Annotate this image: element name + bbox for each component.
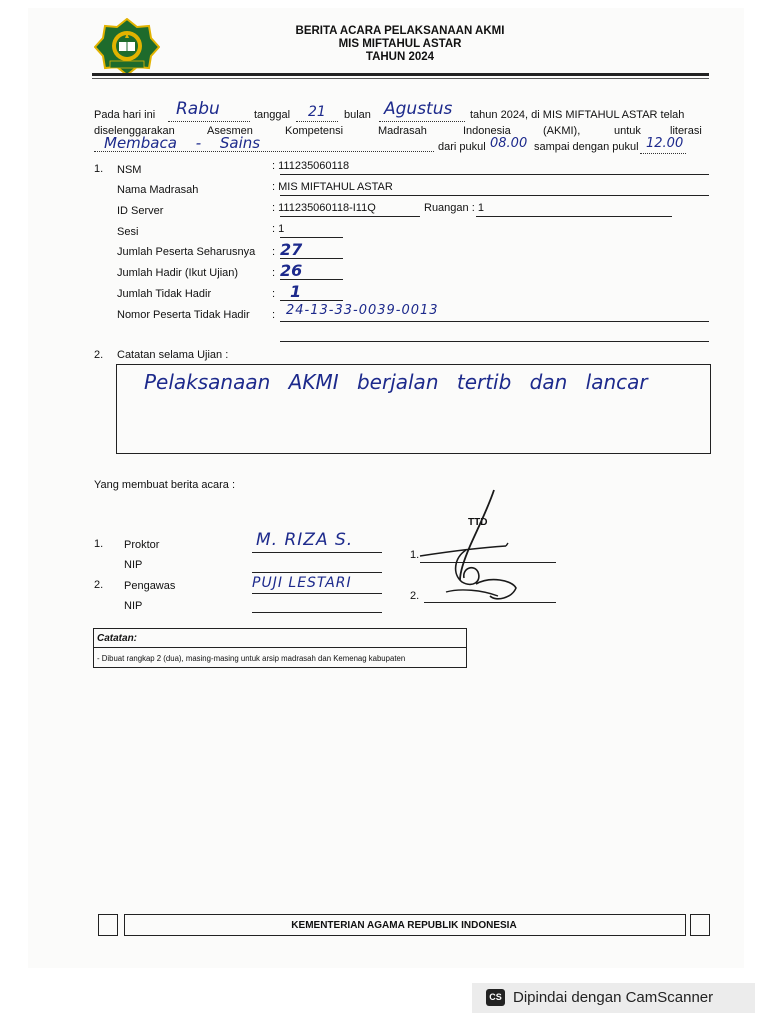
- intro-tahun: tahun 2024, di MIS MIFTAHUL ASTAR telah: [470, 109, 685, 121]
- nama-madrasah-underline: [280, 195, 709, 196]
- doc-title-1: BERITA ACARA PELAKSANAAN AKMI: [295, 25, 505, 37]
- value-sesi: : 1: [272, 223, 285, 235]
- jumlah-hadir-underline: [280, 279, 343, 280]
- footer-right-square: [690, 914, 710, 936]
- hari-dots: [168, 121, 250, 122]
- label-peserta-seharusnya: Jumlah Peserta Seharusnya: [117, 246, 256, 258]
- proktor-nip-label: NIP: [124, 559, 143, 571]
- catatan-text: - Dibuat rangkap 2 (dua), masing-masing untuk arsip madrasah dan Kemenag kabupaten: [97, 654, 406, 663]
- proktor-label: Proktor: [124, 539, 160, 551]
- label-nama-madrasah: Nama Madrasah: [117, 184, 199, 196]
- doc-title-3: TAHUN 2024: [365, 51, 435, 63]
- intro-w2: Asesmen: [207, 125, 253, 137]
- section1-number: 1.: [94, 163, 104, 175]
- intro-w7: untuk: [614, 125, 641, 137]
- intro-pada-hari: Pada hari ini: [94, 109, 156, 121]
- signature-1-number: 1.: [410, 549, 420, 561]
- ttd-label: TTD: [468, 517, 488, 528]
- bulan-value: Agustus: [384, 99, 453, 119]
- intro-dari-pukul: dari pukul: [438, 141, 486, 153]
- nomor-tidak-hadir-underline: [280, 321, 709, 322]
- nomor-tidak-hadir-underline-2: [280, 341, 709, 342]
- pengawas-number: 2.: [94, 579, 104, 591]
- value-tidak-hadir: 1: [290, 282, 302, 301]
- value-nama-madrasah: : MIS MIFTAHUL ASTAR: [272, 181, 393, 193]
- tanggal-dots: [296, 121, 338, 122]
- colon-jumlah-hadir: :: [272, 267, 276, 279]
- literasi-value: Membaca - Sains: [104, 134, 261, 152]
- value-id-server: : 111235060118-I11Q: [272, 202, 376, 214]
- header-rule: [92, 73, 709, 76]
- value-peserta-seharusnya: 27: [280, 240, 303, 259]
- sampai-value: 12.00: [646, 136, 684, 151]
- catatan-ujian-note: Pelaksanaan AKMI berjalan tertib dan lancar: [144, 370, 648, 394]
- proktor-nip-underline: [252, 572, 382, 573]
- label-sesi: Sesi: [117, 226, 139, 238]
- tanggal-value: 21: [308, 104, 326, 120]
- ministry-logo: [94, 18, 160, 76]
- label-nsm: NSM: [117, 164, 142, 176]
- label-id-server: ID Server: [117, 205, 164, 217]
- catatan-divider: [94, 647, 466, 648]
- label-tidak-hadir: Jumlah Tidak Hadir: [117, 288, 212, 300]
- dari-value: 08.00: [490, 136, 528, 151]
- peserta-seharusnya-underline: [280, 258, 343, 259]
- signers-heading: Yang membuat berita acara :: [94, 479, 236, 491]
- section2-label: Catatan selama Ujian :: [117, 349, 229, 361]
- intro-w4: Madrasah: [378, 125, 427, 137]
- intro-w1: diselenggarakan: [94, 125, 175, 137]
- label-nomor-tidak-hadir: Nomor Peserta Tidak Hadir: [117, 309, 250, 321]
- value-jumlah-hadir: 26: [280, 261, 303, 280]
- doc-title-2: MIS MIFTAHUL ASTAR: [338, 38, 462, 50]
- intro-w8: literasi: [670, 125, 702, 137]
- footer-ministry-text: KEMENTERIAN AGAMA REPUBLIK INDONESIA: [291, 920, 517, 931]
- id-server-underline: [280, 216, 420, 217]
- header-rule-thin: [92, 78, 709, 79]
- pengawas-label: Pengawas: [124, 580, 176, 592]
- footer-left-square: [98, 914, 118, 936]
- pengawas-name: PUJI LESTARI: [252, 575, 352, 591]
- colon-nomor-tidak-hadir: :: [272, 309, 276, 321]
- value-nsm: : 111235060118: [272, 160, 350, 172]
- tidak-hadir-underline: [280, 300, 343, 301]
- hari-value: Rabu: [176, 99, 220, 119]
- colon-tidak-hadir: :: [272, 288, 276, 300]
- intro-w6: (AKMI),: [543, 125, 581, 137]
- label-jumlah-hadir: Jumlah Hadir (Ikut Ujian): [117, 267, 239, 279]
- camscanner-logo-icon: CS: [486, 989, 505, 1006]
- ruangan-underline: [476, 216, 672, 217]
- signature-2-number: 2.: [410, 590, 420, 602]
- value-nomor-tidak-hadir: 24-13-33-0039-0013: [286, 303, 439, 318]
- sesi-underline: [280, 237, 343, 238]
- sampai-dots: [640, 153, 686, 154]
- intro-w5: Indonesia: [463, 125, 511, 137]
- pengawas-nip-underline: [252, 612, 382, 613]
- section2-number: 2.: [94, 349, 104, 361]
- bulan-dots: [379, 121, 465, 122]
- pengawas-underline: [252, 593, 382, 594]
- intro-w3: Kompetensi: [285, 125, 344, 137]
- ruangan-value: Ruangan : 1: [424, 202, 484, 214]
- proktor-name: M. RIZA S.: [256, 530, 354, 550]
- catatan-title: Catatan:: [97, 633, 138, 644]
- proktor-number: 1.: [94, 538, 104, 550]
- camscanner-text: Dipindai dengan CamScanner: [513, 989, 714, 1006]
- signature-scribble: [416, 488, 536, 610]
- intro-sampai-pukul: sampai dengan pukul: [534, 141, 639, 153]
- intro-bulan: bulan: [344, 109, 371, 121]
- pengawas-nip-label: NIP: [124, 600, 143, 612]
- proktor-underline: [252, 552, 382, 553]
- nsm-underline: [280, 174, 709, 175]
- colon-peserta-seharusnya: :: [272, 246, 276, 258]
- intro-tanggal: tanggal: [254, 109, 291, 121]
